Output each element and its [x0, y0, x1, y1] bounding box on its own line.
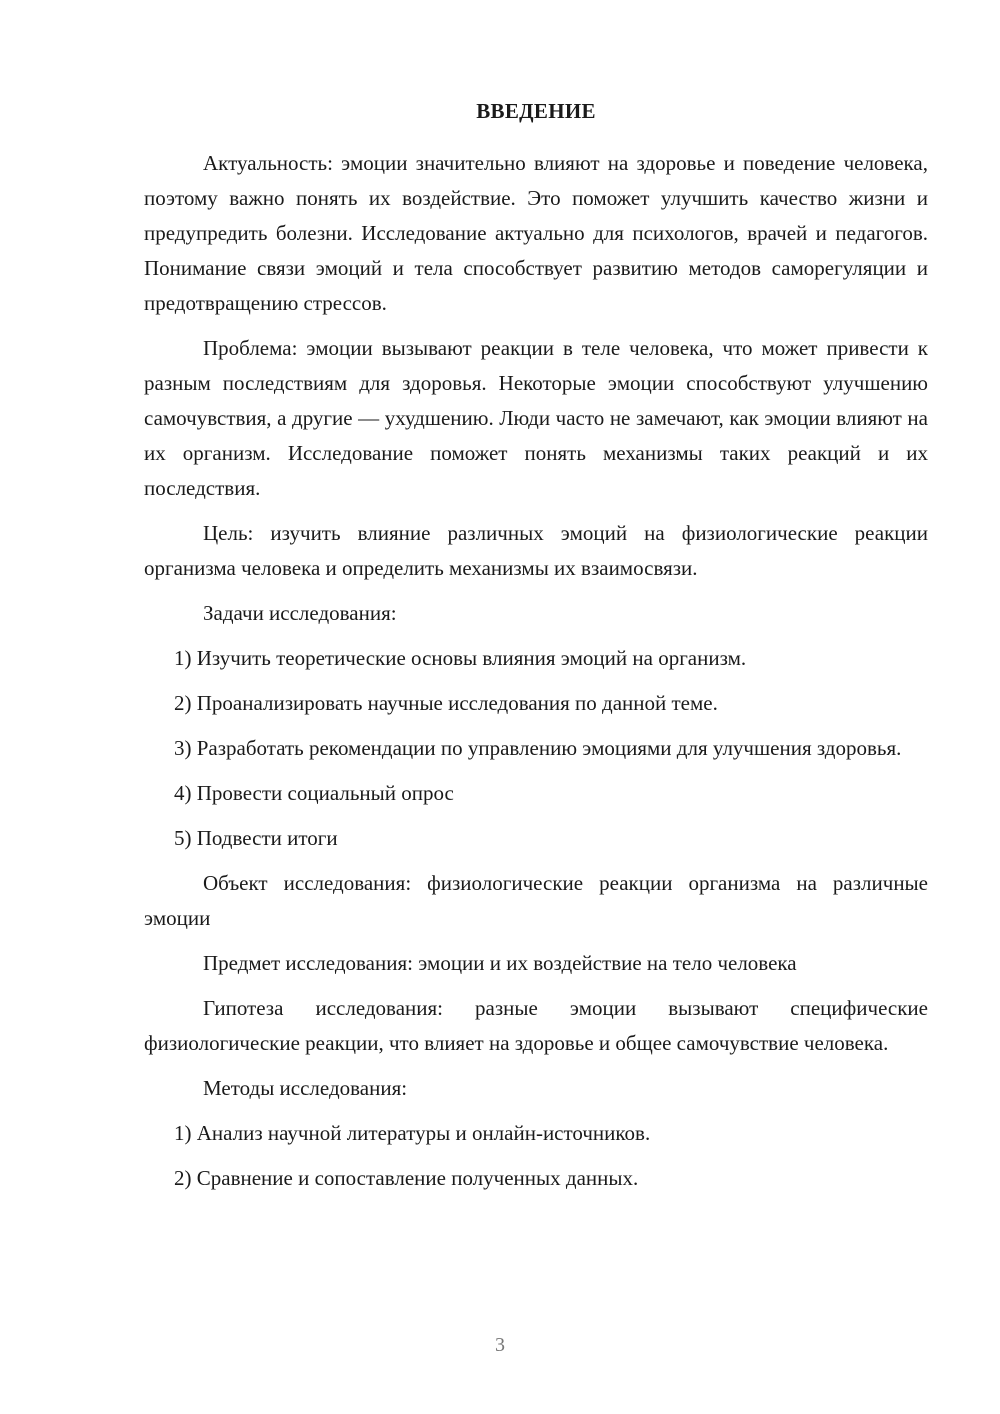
task-item-1: 1) Изучить теоретические основы влияния эмоций на организм.: [174, 646, 747, 670]
method-item-1: 1) Анализ научной литературы и онлайн-источников.: [174, 1121, 651, 1145]
method-item-2: 2) Сравнение и сопоставление полученных данных.: [174, 1166, 639, 1190]
task-item-3: 3) Разработать рекомендации по управлению эмоциями для улучшения здоровья.: [174, 736, 902, 760]
goal-paragraph: Цель: изучить влияние различных эмоций на физиологические реакции организма человека и определить механизмы их взаимосвязи.: [144, 521, 928, 580]
section-heading: ВВЕДЕНИЕ: [476, 99, 596, 123]
hypothesis-paragraph: Гипотеза исследования: разные эмоции вызывают специфические физиологические реакции, что влияет на здоровье и общее самочувствие человека.: [144, 996, 928, 1055]
relevance-paragraph: Актуальность: эмоции значительно влияют на здоровье и поведение человека, поэтому важно понять их воздействие. Это поможет улучшить качество жизни и предупредить болезни. Исследование актуально для психологов, врачей и педагогов. Понимание связи эмоций и тела способствует развитию методов саморегуляции и предотвращению стрессов.: [144, 151, 928, 315]
task-item-2: 2) Проанализировать научные исследования по данной теме.: [174, 691, 718, 715]
subject-paragraph: Предмет исследования: эмоции и их воздействие на тело человека: [203, 951, 797, 975]
page-number: 3: [495, 1334, 505, 1356]
problem-paragraph: Проблема: эмоции вызывают реакции в теле человека, что может привести к разным последствиям для здоровья. Некоторые эмоции способствуют улучшению самочувствия, а другие — ухудшению. Люди часто не замечают, как эмоции влияют на их организм. Исследование поможет понять механизмы таких реакций и их последствия.: [144, 336, 928, 500]
tasks-title: Задачи исследования:: [203, 601, 397, 625]
page-content: [144, 96, 928, 1206]
task-item-4: 4) Провести социальный опрос: [174, 781, 454, 805]
object-paragraph: Объект исследования: физиологические реакции организма на различные эмоции: [144, 871, 928, 930]
task-item-5: 5) Подвести итоги: [174, 826, 338, 850]
methods-title: Методы исследования:: [203, 1076, 408, 1100]
